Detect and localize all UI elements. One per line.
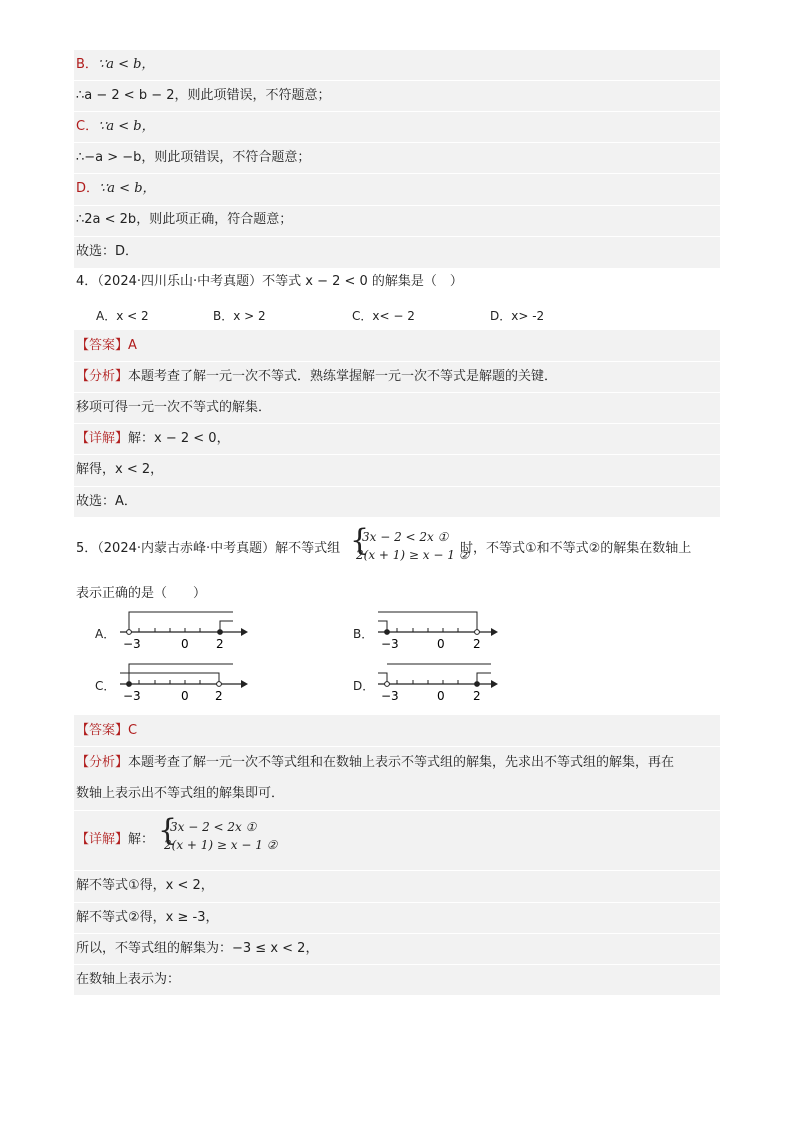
tick-label: 0	[181, 689, 189, 703]
tick-label: −3	[123, 689, 141, 703]
analysis-text: 本题考查了解一元一次不等式．熟练掌握解一元一次不等式是解题的关键．	[128, 369, 558, 384]
q3-option-d-result: ∴2a < 2b，则此项正确，符合题意；	[76, 212, 293, 227]
q4-solve: 解得，x < 2，	[76, 462, 164, 477]
analysis-text: 本题考查了解一元一次不等式组和在数轴上表示不等式组的解集，先求出不等式组的解集，再在	[128, 755, 675, 770]
row-divider	[74, 392, 720, 393]
answer-tag: 【答案】	[76, 338, 129, 353]
q3-option-d-condition	[76, 176, 156, 202]
q4-analysis	[76, 364, 557, 390]
q3-option-c-condition	[76, 114, 155, 140]
system-row-2: 2(x + 1) ≥ x − 1 ②	[356, 548, 470, 562]
answer-value: C	[128, 723, 138, 738]
brace-icon: {	[350, 523, 370, 558]
tick-label: 2	[473, 637, 481, 651]
detail-tag: 【详解】	[76, 832, 129, 847]
row-divider	[74, 870, 720, 871]
analysis-tag: 【分析】	[76, 369, 129, 384]
tick-label: 0	[437, 689, 445, 703]
q5-stem-line2: 表示正确的是（ ）	[76, 586, 207, 601]
q5-option-a-label: A．	[95, 627, 116, 641]
q5-analysis-2: 数轴上表示出不等式组的解集即可．	[76, 786, 285, 801]
row-divider	[74, 933, 720, 934]
tick-label: 2	[216, 637, 224, 651]
q4-stem: 4．（2024·四川乐山·中考真题）不等式 x − 2 < 0 的解集是（ ）	[76, 274, 463, 289]
detail-tag: 【详解】	[76, 431, 129, 446]
analysis-tag: 【分析】	[76, 755, 129, 770]
tick-label: 2	[473, 689, 481, 703]
q4-answer	[76, 333, 137, 359]
answer-value: A	[128, 338, 137, 353]
system-row-1: 3x − 2 < 2x ①	[362, 530, 449, 544]
q4-option-d: D．x> -2	[490, 309, 545, 323]
tick-label: 2	[215, 689, 223, 703]
q3-option-b-result: ∴a − 2 < b − 2，则此项错误，不符题意；	[76, 88, 331, 103]
q5-detail-system	[158, 813, 278, 860]
q5-option-d-number-line	[373, 660, 503, 705]
row-divider	[74, 454, 720, 455]
system-row-2: 2(x + 1) ≥ x − 1 ②	[164, 838, 278, 852]
detail-text: 解：x − 2 < 0，	[128, 431, 230, 446]
q5-stem-pre: 5．（2024·内蒙古赤峰·中考真题）解不等式组	[76, 541, 341, 556]
row-divider	[74, 111, 720, 112]
q4-option-b: B．x > 2	[213, 309, 266, 323]
math-text: ∵a < b，	[99, 181, 156, 196]
row-divider	[74, 236, 720, 237]
q5-step-1: 解不等式①得，x < 2，	[76, 878, 214, 893]
row-divider	[74, 964, 720, 965]
row-divider	[74, 361, 720, 362]
row-divider	[74, 423, 720, 424]
q5-option-b-label: B．	[353, 627, 374, 641]
q3-choice: 故选：D．	[76, 244, 139, 259]
q4-option-c: C．x< − 2	[352, 309, 415, 323]
answer-tag: 【答案】	[76, 723, 129, 738]
row-divider	[74, 486, 720, 487]
q5-stem-post: 时，不等式①和不等式②的解集在数轴上	[460, 541, 692, 556]
q5-analysis	[76, 750, 674, 776]
q5-option-c-label: C．	[95, 679, 116, 693]
q5-inequality-system	[350, 523, 470, 570]
option-label: D．	[76, 181, 100, 196]
system-row-1: 3x − 2 < 2x ①	[170, 820, 257, 834]
row-divider	[74, 142, 720, 143]
row-divider	[74, 205, 720, 206]
tick-label: −3	[381, 689, 399, 703]
option-label: B．	[76, 57, 98, 72]
q5-answer	[76, 718, 137, 744]
q5-step-2: 解不等式②得，x ≥ -3，	[76, 910, 219, 925]
tick-label: 0	[181, 637, 189, 651]
q5-option-c-number-line	[115, 660, 250, 705]
row-divider	[74, 746, 720, 747]
q5-step-4: 在数轴上表示为：	[76, 972, 181, 987]
q3-option-b-condition	[76, 52, 154, 78]
detail-text: 解：	[128, 832, 155, 847]
row-divider	[74, 173, 720, 174]
q5-detail	[76, 827, 154, 853]
tick-label: −3	[123, 637, 141, 651]
math-text: ∵a < b，	[97, 57, 155, 72]
q5-option-a-number-line	[115, 608, 250, 653]
brace-icon: {	[158, 813, 178, 848]
q4-detail	[76, 426, 230, 452]
q5-step-3: 所以，不等式组的解集为：−3 ≤ x < 2，	[76, 941, 319, 956]
q4-option-a: A．x < 2	[96, 309, 149, 323]
math-text: ∵a < b，	[98, 119, 155, 134]
q4-analysis-2: 移项可得一元一次不等式的解集．	[76, 400, 272, 415]
q5-option-d-label: D．	[353, 679, 375, 693]
tick-label: −3	[381, 637, 399, 651]
option-label: C．	[76, 119, 99, 134]
q5-option-b-number-line	[373, 608, 503, 653]
tick-label: 0	[437, 637, 445, 651]
q3-option-c-result: ∴−a > −b，则此项错误，不符合题意；	[76, 150, 311, 165]
row-divider	[74, 902, 720, 903]
row-divider	[74, 80, 720, 81]
row-divider	[74, 810, 720, 811]
q4-choice: 故选：A．	[76, 494, 137, 509]
